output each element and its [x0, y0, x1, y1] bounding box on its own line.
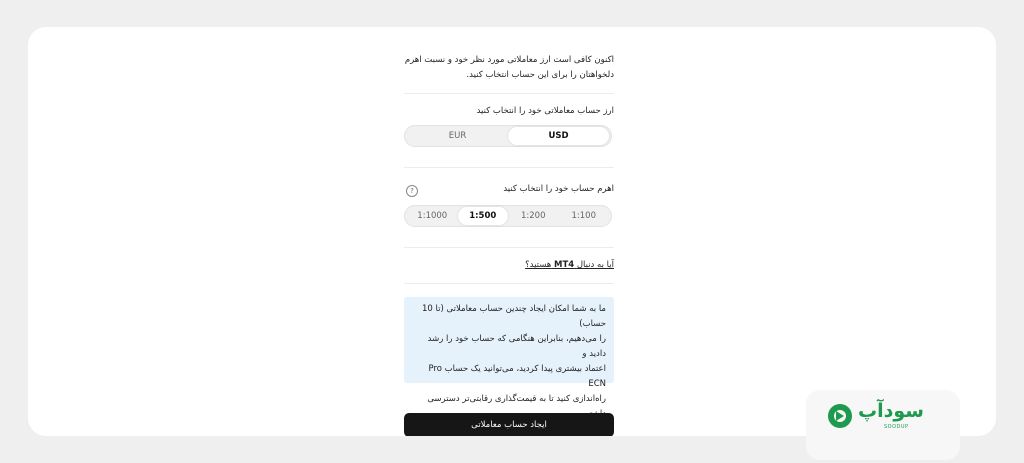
- notice-line-1: ما به شما امکان ایجاد چندین حساب معاملاتی (تا 10 حساب): [421, 304, 606, 329]
- logo-arrow-icon: [836, 411, 844, 421]
- notice-line-3: اعتماد بیشتری پیدا کردید، می‌توانید یک حساب Pro ECN: [428, 364, 606, 389]
- leverage-option-500[interactable]: 1:500: [458, 207, 509, 225]
- leverage-selector[interactable]: [404, 205, 612, 227]
- currency-option-eur[interactable]: EUR: [448, 131, 467, 141]
- intro-text-2: دلخواهتان را برای این حساب انتخاب کنید.: [466, 70, 614, 80]
- divider: [404, 93, 614, 94]
- leverage-option-200[interactable]: 1:200: [521, 211, 546, 221]
- currency-label: ارز حساب معاملاتی خود را انتخاب کنید: [476, 106, 614, 116]
- divider: [404, 167, 614, 168]
- notice-line-2: را می‌دهیم، بنابراین هنگامی که حساب خود را رشد دادید و: [427, 334, 606, 359]
- logo-word: سودآپ: [858, 400, 924, 422]
- mt4-link-brand: MT4: [553, 260, 575, 270]
- mt4-link[interactable]: [525, 257, 614, 273]
- leverage-label: اهرم حساب خود را انتخاب کنید: [503, 184, 614, 194]
- account-form: [404, 27, 614, 436]
- notice-line-4: راه‌اندازی کنید تا به قیمت‌گذاری رقابتی‌تر دسترسی: [427, 394, 606, 404]
- leverage-option-1000[interactable]: 1:1000: [417, 211, 448, 221]
- currency-option-usd[interactable]: USD: [508, 127, 609, 145]
- currency-selector[interactable]: [404, 125, 612, 147]
- info-icon[interactable]: ?: [406, 185, 418, 197]
- divider: [404, 247, 614, 248]
- mt4-link-suffix: هستید؟: [525, 260, 552, 270]
- form-card: [28, 27, 996, 436]
- divider: [404, 283, 614, 284]
- soodup-watermark: [806, 390, 960, 460]
- mt4-link-prefix: آیا به دنبال: [576, 260, 614, 270]
- logo-sub: SOODUP: [884, 424, 909, 430]
- create-account-button[interactable]: ایجاد حساب معاملاتی: [404, 413, 614, 436]
- info-notice: [404, 297, 614, 404]
- leverage-option-100[interactable]: 1:100: [571, 211, 596, 221]
- intro-text-1: اکنون کافی است ارز معاملاتی مورد نظر خود و نسبت اهرم: [404, 55, 614, 65]
